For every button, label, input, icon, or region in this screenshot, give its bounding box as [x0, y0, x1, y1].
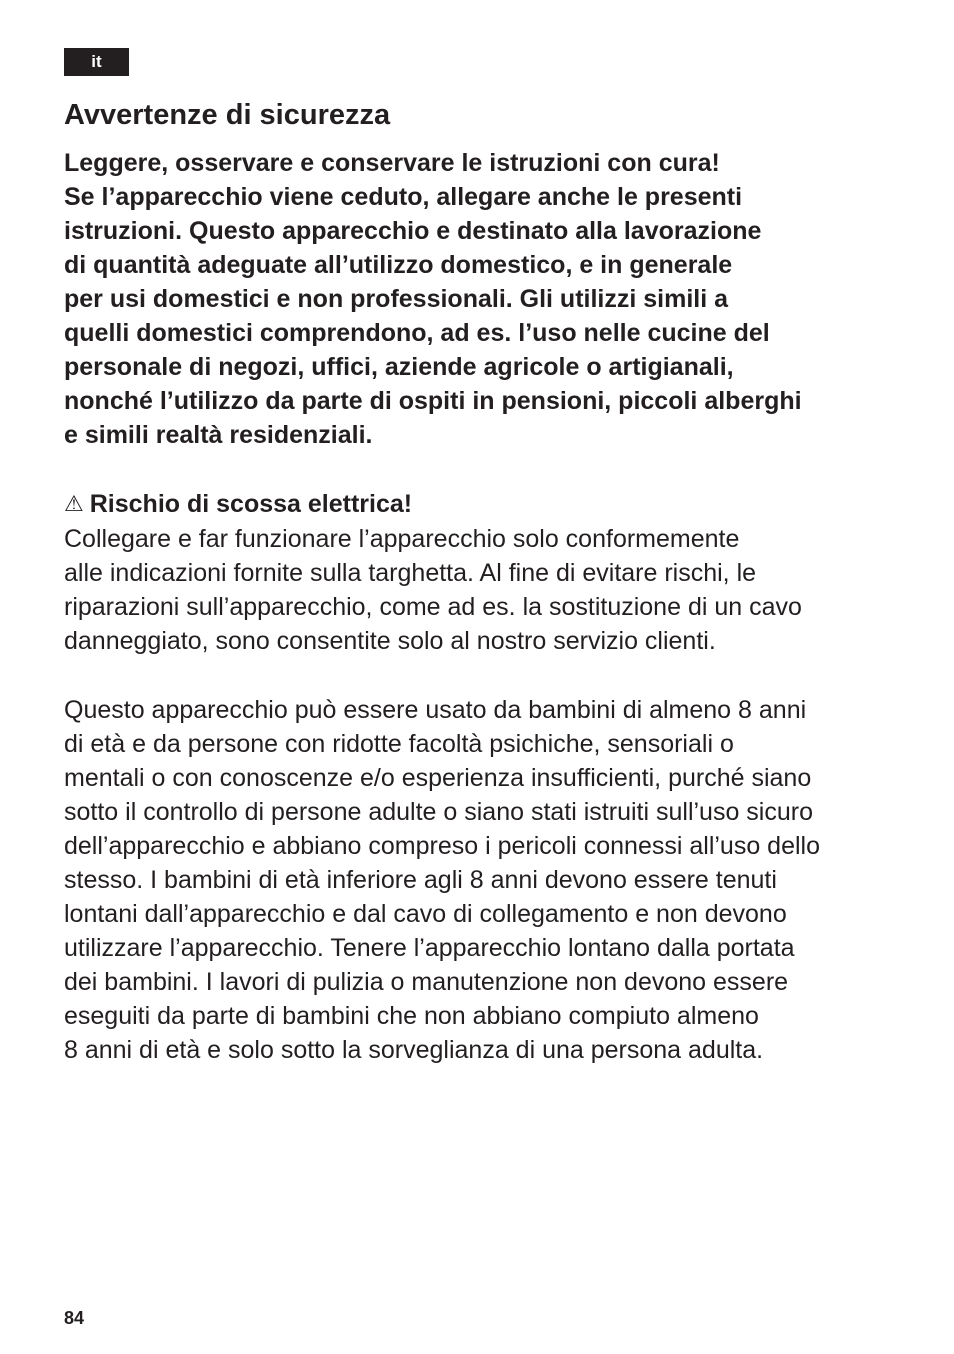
- page-number: 84: [64, 1308, 85, 1328]
- children-line: dell’apparecchio e abbiano compreso i pericoli connessi all’uso dello: [64, 832, 821, 860]
- warning-line: Collegare e far funzionare l’apparecchio solo conformemente: [64, 525, 740, 553]
- intro-line: quelli domestici comprendono, ad es. l’uso nelle cucine del: [64, 319, 770, 347]
- intro-line: nonché l’utilizzo da parte di ospiti in pensioni, piccoli alberghi: [64, 387, 802, 415]
- children-line: eseguiti da parte di bambini che non abbiano compiuto almeno: [64, 1002, 759, 1030]
- warning-line: riparazioni sull’apparecchio, come ad es. la sostituzione di un cavo: [64, 593, 802, 621]
- children-line: dei bambini. I lavori di pulizia o manutenzione non devono essere: [64, 968, 789, 996]
- children-line: lontani dall’apparecchio e dal cavo di collegamento e non devono: [64, 900, 787, 928]
- warning-heading: Rischio di scossa elettrica!: [89, 490, 413, 518]
- warning-line: danneggiato, sono consentite solo al nostro servizio clienti.: [64, 627, 716, 655]
- warning-heading-row: [64, 487, 802, 522]
- intro-line: di quantità adeguate all’utilizzo domestico, e in generale: [64, 251, 733, 279]
- warning-triangle-icon: ⚠: [64, 492, 84, 517]
- intro-paragraph: [64, 146, 802, 452]
- language-badge: it: [64, 48, 129, 76]
- children-safety-paragraph: [64, 693, 820, 1067]
- intro-line: istruzioni. Questo apparecchio e destinato alla lavorazione: [64, 217, 762, 245]
- children-line: di età e da persone con ridotte facoltà psichiche, sensoriali o: [64, 730, 734, 758]
- intro-line: Leggere, osservare e conservare le istruzioni con cura!: [64, 149, 720, 177]
- children-line: sotto il controllo di persone adulte o siano stati istruiti sull’uso sicuro: [64, 798, 813, 826]
- children-line: Questo apparecchio può essere usato da bambini di almeno 8 anni: [64, 696, 807, 724]
- children-line: utilizzare l’apparecchio. Tenere l’apparecchio lontano dalla portata: [64, 934, 795, 962]
- intro-line: per usi domestici e non professionali. Gli utilizzi simili a: [64, 285, 729, 313]
- children-line: stesso. I bambini di età inferiore agli 8 anni devono essere tenuti: [64, 866, 777, 894]
- page-title: Avvertenze di sicurezza: [64, 99, 391, 131]
- intro-line: e simili realtà residenziali.: [64, 421, 373, 449]
- intro-line: personale di negozi, uffici, aziende agricole o artigianali,: [64, 353, 734, 381]
- warning-line: alle indicazioni fornite sulla targhetta. Al fine di evitare rischi, le: [64, 559, 757, 587]
- electric-shock-warning: [64, 487, 802, 658]
- children-line: mentali o con conoscenze e/o esperienza insufficienti, purché siano: [64, 764, 812, 792]
- intro-line: Se l’apparecchio viene ceduto, allegare anche le presenti: [64, 183, 743, 211]
- children-line: 8 anni di età e solo sotto la sorveglianza di una persona adulta.: [64, 1036, 764, 1064]
